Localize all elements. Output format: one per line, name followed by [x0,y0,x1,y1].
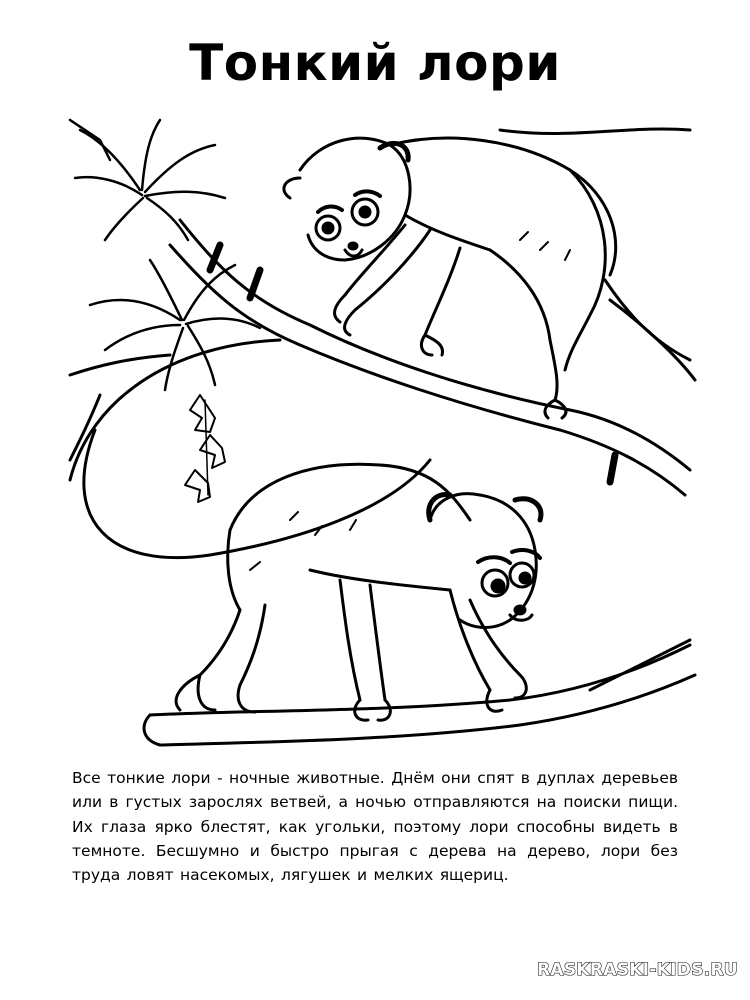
description-paragraph: Все тонкие лори - ночные животные. Днём они спят в дуплах деревьев или в густых зарослях ветвей, а ночью отправляются на поиски пищи. Их глаза ярко блестят, как угольки, поэтому лори способны видеть в темноте. Бесшумно и быстро прыгая с дерева на дерево, лори без труда ловят насекомых, лягушек и мелких ящериц. [72,769,678,885]
branch-stripe-1 [210,245,220,270]
page-title: Тонкий лори [189,34,561,92]
site-watermark: RASKRASKI-KIDS.RU [536,960,738,980]
upper-loris [284,138,690,418]
lower-loris [176,464,541,720]
hanging-leaves [185,395,225,502]
branch-stripe-3 [610,455,615,482]
branch-stripe-2 [250,270,260,298]
right-vine [610,300,695,380]
hill-arc [70,340,280,480]
grass-tuft-top [70,120,225,240]
lower-branch-end [144,715,160,745]
description-text [72,766,678,887]
upper-branch-top [180,220,690,470]
top-vine [500,129,690,134]
loris-illustration [50,100,700,760]
